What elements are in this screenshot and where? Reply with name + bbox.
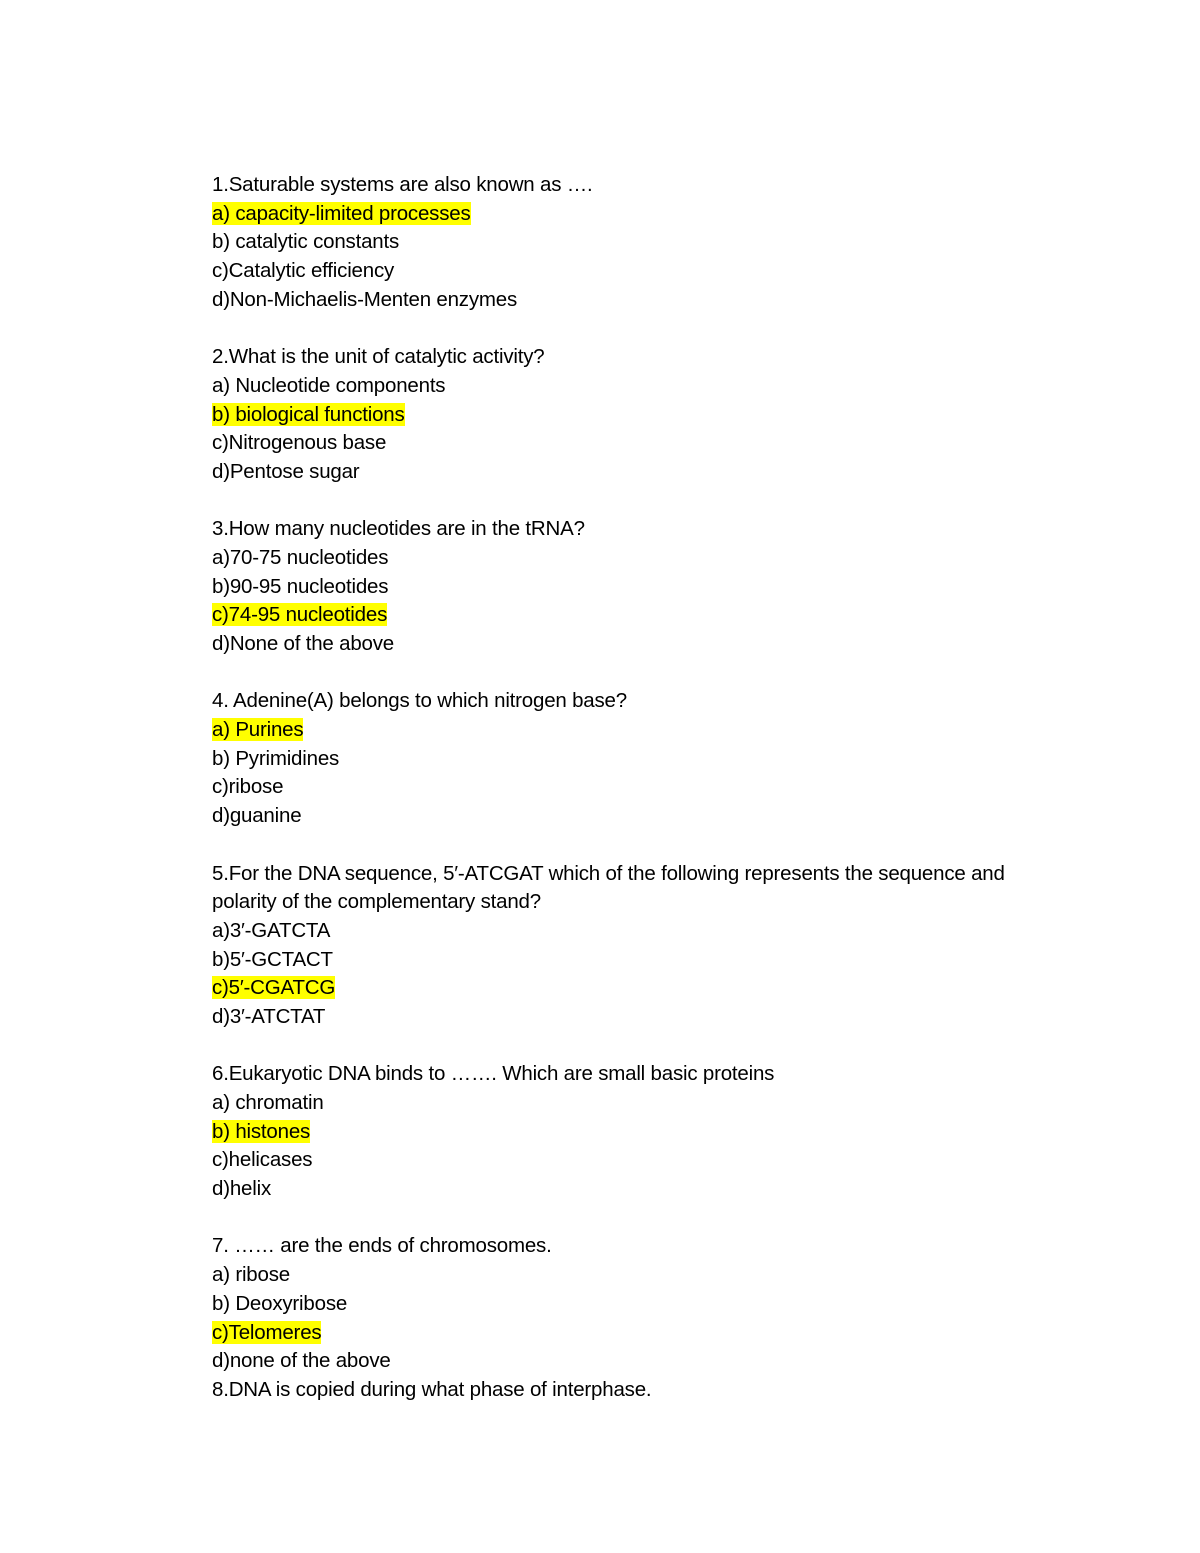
answer-option: b)90-95 nucleotides (212, 574, 389, 598)
answer-option: a)70-75 nucleotides (212, 545, 389, 569)
answer-option: d)guanine (212, 804, 302, 828)
answer-option: c)Catalytic efficiency (212, 259, 395, 283)
answer-option: a) chromatin (212, 1091, 324, 1115)
answer-option: b) catalytic constants (212, 230, 400, 254)
spacer (212, 659, 1072, 688)
spacer (212, 314, 1072, 343)
answer-option: d)3′-ATCTAT (212, 1004, 326, 1028)
highlighted-answer: c)5′-CGATCG (212, 976, 336, 1000)
answer-option (212, 601, 1072, 630)
answer-option: c)Nitrogenous base (212, 431, 387, 455)
question-text: 7. …… are the ends of chromosomes. (212, 1234, 552, 1258)
answer-option: d)none of the above (212, 1349, 391, 1373)
answer-option: c)ribose (212, 775, 284, 799)
question-block (212, 687, 1072, 830)
answer-option (212, 974, 1072, 1003)
answer-option (212, 200, 1072, 229)
question-text: 3.How many nucleotides are in the tRNA? (212, 517, 585, 541)
question-text: 1.Saturable systems are also known as …. (212, 173, 593, 196)
question-text: 8.DNA is copied during what phase of interphase. (212, 1377, 652, 1401)
answer-option (212, 401, 1072, 430)
answer-option: b) Pyrimidines (212, 746, 340, 770)
highlighted-answer: c)Telomeres (212, 1320, 322, 1344)
question-block (212, 1376, 1072, 1405)
answer-option: b)5′-GCTACT (212, 947, 333, 971)
spacer (212, 1032, 1072, 1061)
question-block (212, 1060, 1072, 1203)
answer-option (212, 716, 1072, 745)
answer-option: a) ribose (212, 1263, 290, 1287)
answer-option: d)Non-Michaelis-Menten enzymes (212, 287, 518, 311)
question-text: 2.What is the unit of catalytic activity? (212, 345, 545, 369)
document-body (212, 171, 1072, 1405)
answer-option: d)Pentose sugar (212, 459, 360, 483)
question-text: 5.For the DNA sequence, 5′-ATCGAT which of the following represents the sequence and polarity of the complementary stand? (212, 861, 1005, 914)
answer-option (212, 1319, 1072, 1348)
answer-option: c)helicases (212, 1148, 313, 1172)
question-block (212, 515, 1072, 658)
highlighted-answer: a) Purines (212, 718, 304, 742)
spacer (212, 831, 1072, 860)
spacer (212, 1204, 1072, 1233)
answer-option: b) Deoxyribose (212, 1291, 348, 1315)
question-block (212, 1232, 1072, 1375)
question-text: 4. Adenine(A) belongs to which nitrogen base? (212, 689, 627, 713)
question-block (212, 343, 1072, 486)
highlighted-answer: a) capacity-limited processes (212, 201, 471, 225)
answer-option: a) Nucleotide components (212, 373, 446, 397)
highlighted-answer: b) biological functions (212, 402, 405, 426)
answer-option: d)None of the above (212, 632, 394, 655)
question-block (212, 171, 1072, 314)
highlighted-answer: b) histones (212, 1119, 311, 1143)
answer-option: d)helix (212, 1177, 271, 1201)
answer-option: a)3′-GATCTA (212, 918, 331, 942)
question-text: 6.Eukaryotic DNA binds to ……. Which are small basic proteins (212, 1062, 775, 1086)
question-block (212, 860, 1072, 1032)
highlighted-answer: c)74-95 nucleotides (212, 603, 388, 627)
answer-option (212, 1118, 1072, 1147)
spacer (212, 487, 1072, 516)
